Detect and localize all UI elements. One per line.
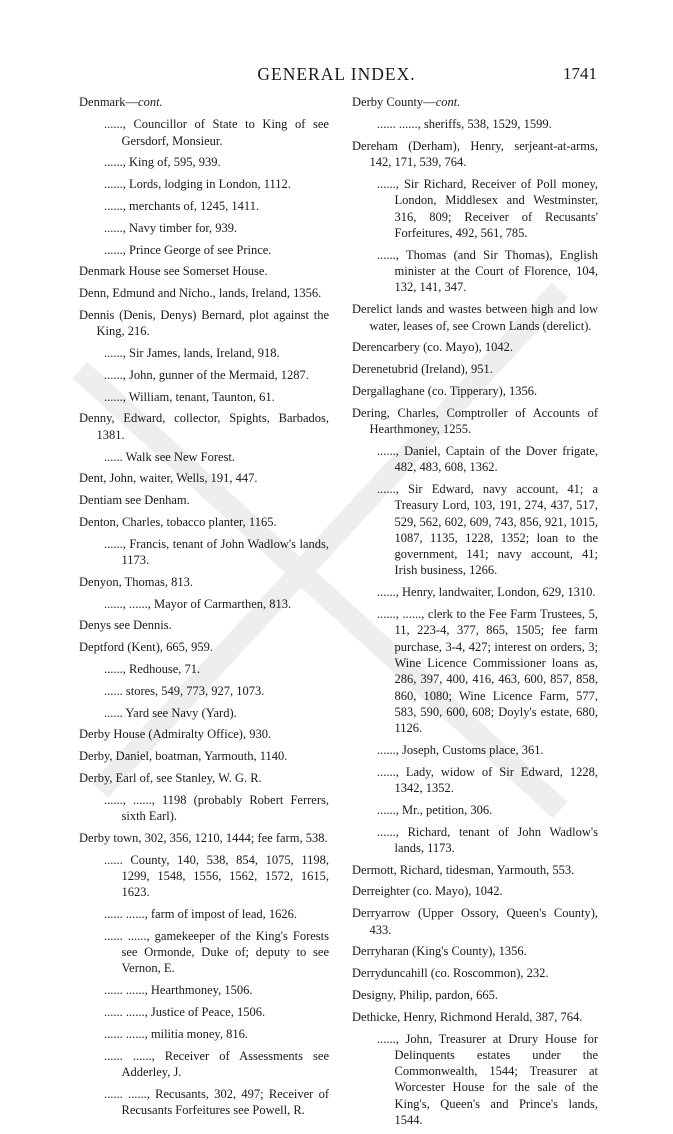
index-entry: ......, Redhouse, 71.: [104, 662, 201, 677]
index-entry: ......, ......, Mayor of Carmarthen, 813.: [104, 596, 292, 611]
continuation-heading: Denmark—cont.: [79, 95, 163, 109]
index-entry: Dennis (Denis, Denys) Bernard, plot against the King, 216.: [79, 307, 329, 339]
index-entry: Derenetubrid (Ireland), 951.: [352, 362, 493, 377]
index-entry: ...... County, 140, 538, 854, 1075, 1198, 1299, 1548, 1556, 1562, 1572, 1615, 1623.: [104, 852, 329, 900]
index-entry: ...... ......, militia money, 816.: [104, 1026, 248, 1041]
index-entry: Derreighter (co. Mayo), 1042.: [352, 884, 503, 899]
index-entry: ......, ......, clerk to the Fee Farm Trustees, 5, 11, 223-4, 377, 865, 1505; fee farm purchase, 3-4, 427; interest on orders, 3; Wine Licence Commissioner loans as, 286, 397, 400, 416, 463, 600, 857, 858, 860, 1080; Wine Licence Farm, 577, 583, 590, 600, 608; Doyly's estate, 680, 1126.: [377, 607, 598, 736]
index-entry: Dergallaghane (co. Tipperary), 1356.: [352, 383, 538, 398]
index-entry: Derryduncahill (co. Roscommon), 232.: [352, 966, 549, 981]
index-entry: ...... ......, farm of impost of lead, 1626.: [104, 907, 298, 922]
page-header: [0, 64, 673, 86]
index-entry: ...... Walk see New Forest.: [104, 449, 236, 464]
index-entry: Dethicke, Henry, Richmond Herald, 387, 764.: [352, 1009, 583, 1024]
index-entry: Derencarbery (co. Mayo), 1042.: [352, 340, 514, 355]
index-entry: ......, John, gunner of the Mermaid, 1287.: [104, 367, 309, 382]
left-column: [79, 94, 329, 1124]
index-entry: ...... ......, Recusants, 302, 497; Receiver of Recusants Forfeitures see Powell, R.: [104, 1086, 329, 1118]
index-entry: Denn, Edmund and Nicho., lands, Ireland, 1356.: [79, 286, 322, 301]
index-entry: ......, Lady, widow of Sir Edward, 1228, 1342, 1352.: [377, 764, 598, 795]
index-entry: ......, Navy timber for, 939.: [104, 220, 238, 235]
index-entry: Dermott, Richard, tidesman, Yarmouth, 553.: [352, 862, 575, 877]
index-entry: ...... ......, Hearthmoney, 1506.: [104, 983, 253, 998]
index-entry: ......, Lords, lodging in London, 1112.: [104, 177, 291, 192]
index-entry: ......, Thomas (and Sir Thomas), English minister at the Court of Florence, 104, 132, 141, 347.: [377, 247, 598, 295]
index-entry: Derby town, 302, 356, 1210, 1444; fee farm, 538.: [79, 830, 328, 845]
index-entry: Derelict lands and wastes between high and low water, leases of, see Crown Lands (derelict).: [352, 302, 598, 333]
index-entry: ......, Mr., petition, 306.: [377, 802, 493, 817]
index-entry: Derryarrow (Upper Ossory, Queen's County), 433.: [352, 906, 598, 937]
index-entry: Designy, Philip, pardon, 665.: [352, 987, 499, 1002]
index-entry: ...... Yard see Navy (Yard).: [104, 705, 237, 720]
index-entry: Dentiam see Denham.: [79, 493, 190, 508]
index-entry: Dent, John, waiter, Wells, 191, 447.: [79, 471, 258, 486]
index-entry: ......, Joseph, Customs place, 361.: [377, 742, 544, 757]
index-entry: ......, Henry, landwaiter, London, 629, 1310.: [377, 585, 596, 600]
running-title: GENERAL INDEX.: [257, 64, 416, 84]
index-entry: Denny, Edward, collector, Spights, Barbados, 1381.: [79, 411, 329, 442]
index-entry: ...... stores, 549, 773, 927, 1073.: [104, 683, 265, 698]
right-column: [352, 94, 598, 1134]
index-entry: Derby House (Admiralty Office), 930.: [79, 727, 272, 742]
index-entry: Dereham (Derham), Henry, serjeant-at-arms, 142, 171, 539, 764.: [352, 139, 598, 170]
index-entry: ......, Sir Edward, navy account, 41; a Treasury Lord, 103, 191, 274, 437, 517, 529, 562, 602, 609, 743, 856, 921, 1015, 1087, 1135, 1228, 1352; loan to the government, 141; navy account, 41; Irish business, 1266.: [377, 481, 598, 578]
index-entry: ......, Sir James, lands, Ireland, 918.: [104, 346, 280, 361]
index-entry: ......, Daniel, Captain of the Dover frigate, 482, 483, 608, 1362.: [377, 443, 598, 475]
index-entry: Denys see Dennis.: [79, 618, 172, 633]
index-entry: ......, King of, 595, 939.: [104, 155, 221, 170]
index-entry: Denmark House see Somerset House.: [79, 264, 268, 279]
index-entry: ......, Sir Richard, Receiver of Poll money, London, Middlesex and Westminster, 316, 809; Receiver of Recusants' Forfeitures, 492, 561, 785.: [377, 177, 598, 241]
index-entry: Derryharan (King's County), 1356.: [352, 944, 527, 959]
index-entry: ......, Richard, tenant of John Wadlow's lands, 1173.: [377, 824, 598, 855]
index-entry: Denton, Charles, tobacco planter, 1165.: [79, 514, 277, 529]
index-entry: ......, John, Treasurer at Drury House for Delinquents estates under the Commonwealth, 1544; Treasurer at Worcester House for the sale of the King's, Queen's and Prince's lands, 1544.: [377, 1031, 598, 1128]
index-entry: ...... ......, sheriffs, 538, 1529, 1599.: [377, 117, 552, 132]
index-entry: Denyon, Thomas, 813.: [79, 574, 193, 589]
index-entry: ...... ......, gamekeeper of the King's Forests see Ormonde, Duke of; deputy to see Vernon, E.: [104, 928, 329, 976]
index-entry: ......, merchants of, 1245, 1411.: [104, 198, 260, 213]
index-entry: ......, Councillor of State to King of see Gersdorf, Monsieur.: [104, 117, 329, 148]
index-entry: ......, Francis, tenant of John Wadlow's lands, 1173.: [104, 536, 329, 568]
page-number: 1741: [563, 64, 597, 83]
index-entry: ...... ......, Justice of Peace, 1506.: [104, 1005, 266, 1020]
index-entry: Dering, Charles, Comptroller of Accounts of Hearthmoney, 1255.: [352, 405, 598, 437]
index-entry: ......, ......, 1198 (probably Robert Ferrers, sixth Earl).: [104, 792, 329, 824]
index-entry: ......, William, tenant, Taunton, 61.: [104, 389, 275, 404]
index-entry: Derby, Daniel, boatman, Yarmouth, 1140.: [79, 749, 288, 764]
index-entry: Derby, Earl of, see Stanley, W. G. R.: [79, 771, 262, 785]
index-entry: ......, Prince George of see Prince.: [104, 242, 272, 257]
index-entry: ...... ......, Receiver of Assessments see Adderley, J.: [104, 1048, 329, 1079]
index-entry: Deptford (Kent), 665, 959.: [79, 640, 213, 655]
continuation-heading: Derby County—cont.: [352, 95, 461, 109]
